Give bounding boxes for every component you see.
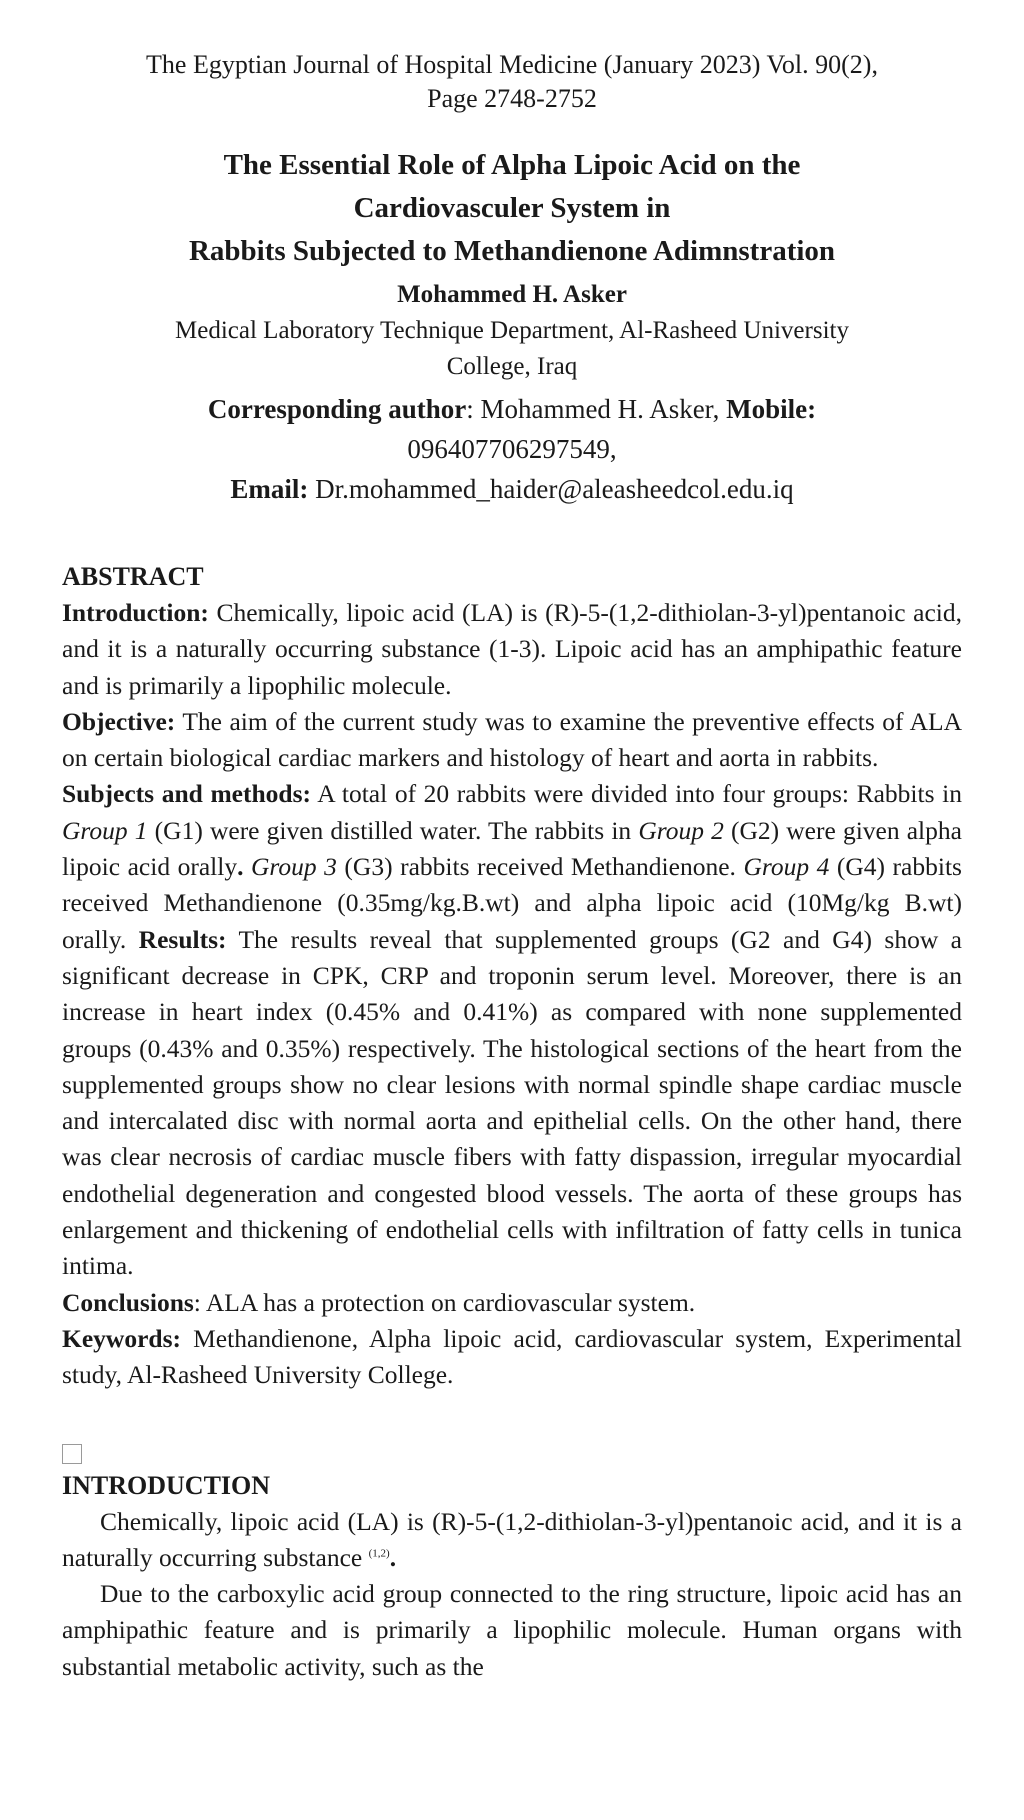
citation-superscript: (1,2) [368, 1547, 390, 1560]
abstract-keywords [62, 1321, 962, 1394]
results-text: The results reveal that supplemented groups (G2 and G4) show a significant decrease in CPK, CRP and troponin serum level. Moreover, there is an increase in heart index (0.45% and 0.41%) as compared with none supplemented groups (0.43% and 0.35%) respectively. The histological sections of the heart from the supplemented groups show no clear lesions with normal spindle shape cardiac muscle and intercalated disc with normal aorta and epithelial cells. On the other hand, there was clear necrosis of cardiac muscle fibers with fatty dispassion, irregular myocardial endothelial degeneration and congested blood vessels. The aorta of these groups has enlargement and thickening of endothelial cells with infiltration of fatty cells in tunica intima. [62, 924, 962, 1281]
results-label: Results: [138, 924, 227, 954]
introduction-p1-text: Chemically, lipoic acid (LA) is (R)-5-(1,2-dithiolan-3-yl)pentanoic acid, and it is a naturally occurring substance [62, 1506, 962, 1572]
corresponding-author-line [62, 389, 962, 429]
introduction-text: Chemically, lipoic acid (LA) is (R)-5-(1,2-dithiolan-3-yl)pentanoic acid, and it is a naturally occurring substance (1-3). Lipoic acid has an amphipathic feature and is primarily a lipophilic molecule. [62, 598, 962, 700]
affiliation-line1: Medical Laboratory Technique Department, Al-Rasheed University [175, 317, 849, 344]
paper-title [62, 144, 962, 273]
email-address: Dr.mohammed_haider@aleasheedcol.edu.iq [308, 474, 794, 504]
journal-header [62, 48, 962, 116]
affiliation-line2: College, Iraq [446, 353, 578, 380]
group-1-label: Group 1 [62, 815, 148, 845]
objective-label: Objective: [62, 706, 176, 736]
corresponding-author-name: : Mohammed H. Asker, [466, 394, 727, 424]
abstract-objective [62, 704, 962, 777]
empty-box-icon [62, 1444, 82, 1464]
journal-citation-line1: The Egyptian Journal of Hospital Medicine (January 2023) Vol. 90(2), [146, 50, 878, 79]
mobile-number: 096407706297549, [407, 434, 617, 464]
introduction-p1-period: . [389, 1542, 397, 1572]
introduction-label: Introduction: [62, 598, 209, 627]
methods-text-3: (G2) were given alpha lipoic acid orally [62, 815, 962, 882]
introduction-heading: INTRODUCTION [62, 1470, 271, 1500]
methods-text-4: (G3) rabbits received Methandienone. [336, 852, 744, 882]
email-line [62, 469, 962, 509]
methods-space [243, 852, 251, 881]
methods-label: Subjects and methods: [62, 779, 312, 809]
methods-text-1: A total of 20 rabbits were divided into four groups: Rabbits in [311, 779, 962, 809]
introduction-paragraph-2: Due to the carboxylic acid group connected to the ring structure, lipoic acid has an amphipathic feature and is primarily a lipophilic molecule. Human organs with substantial metabolic activity, such as the [62, 1579, 962, 1681]
email-label: Email: [230, 474, 309, 504]
abstract-heading: ABSTRACT [62, 562, 204, 591]
paper-title-line1: The Essential Role of Alpha Lipoic Acid on the [223, 149, 801, 181]
objective-text: The aim of the current study was to examine the preventive effects of ALA on certain biological cardiac markers and histology of heart and aorta in rabbits. [62, 706, 962, 773]
conclusions-text: : ALA has a protection on cardiovascular system. [193, 1287, 696, 1317]
journal-citation-line2: Page 2748-2752 [427, 84, 597, 113]
abstract-introduction [62, 595, 962, 704]
introduction-paragraph-1 [62, 1504, 962, 1577]
author-block [62, 277, 962, 509]
keywords-text: Methandienone, Alpha lipoic acid, cardiovascular system, Experimental study, Al-Rasheed University College. [62, 1323, 962, 1390]
methods-text-2: (G1) were given distilled water. The rabbits in [147, 815, 639, 845]
mobile-label: Mobile: [726, 394, 817, 424]
abstract-conclusions [62, 1285, 962, 1321]
abstract-methods-results [62, 776, 962, 1284]
group-3-label: Group 3 [250, 852, 337, 882]
paper-title-line2: Cardiovasculer System in [353, 192, 671, 224]
group-4-label: Group 4 [743, 852, 830, 882]
author-name: Mohammed H. Asker [397, 281, 627, 308]
methods-text-5: (G4) rabbits received Methandienone (0.35mg/kg.B.wt) and alpha lipoic acid (10Mg/kg B.wt) orally. [62, 852, 962, 954]
conclusions-label: Conclusions [62, 1287, 194, 1317]
keywords-label: Keywords: [62, 1323, 181, 1353]
paper-title-line3: Rabbits Subjected to Methandienone Adimnstration [188, 235, 836, 267]
corresponding-author-label: Corresponding author [207, 394, 467, 424]
group-2-label: Group 2 [638, 815, 724, 845]
methods-period: . [237, 852, 244, 882]
